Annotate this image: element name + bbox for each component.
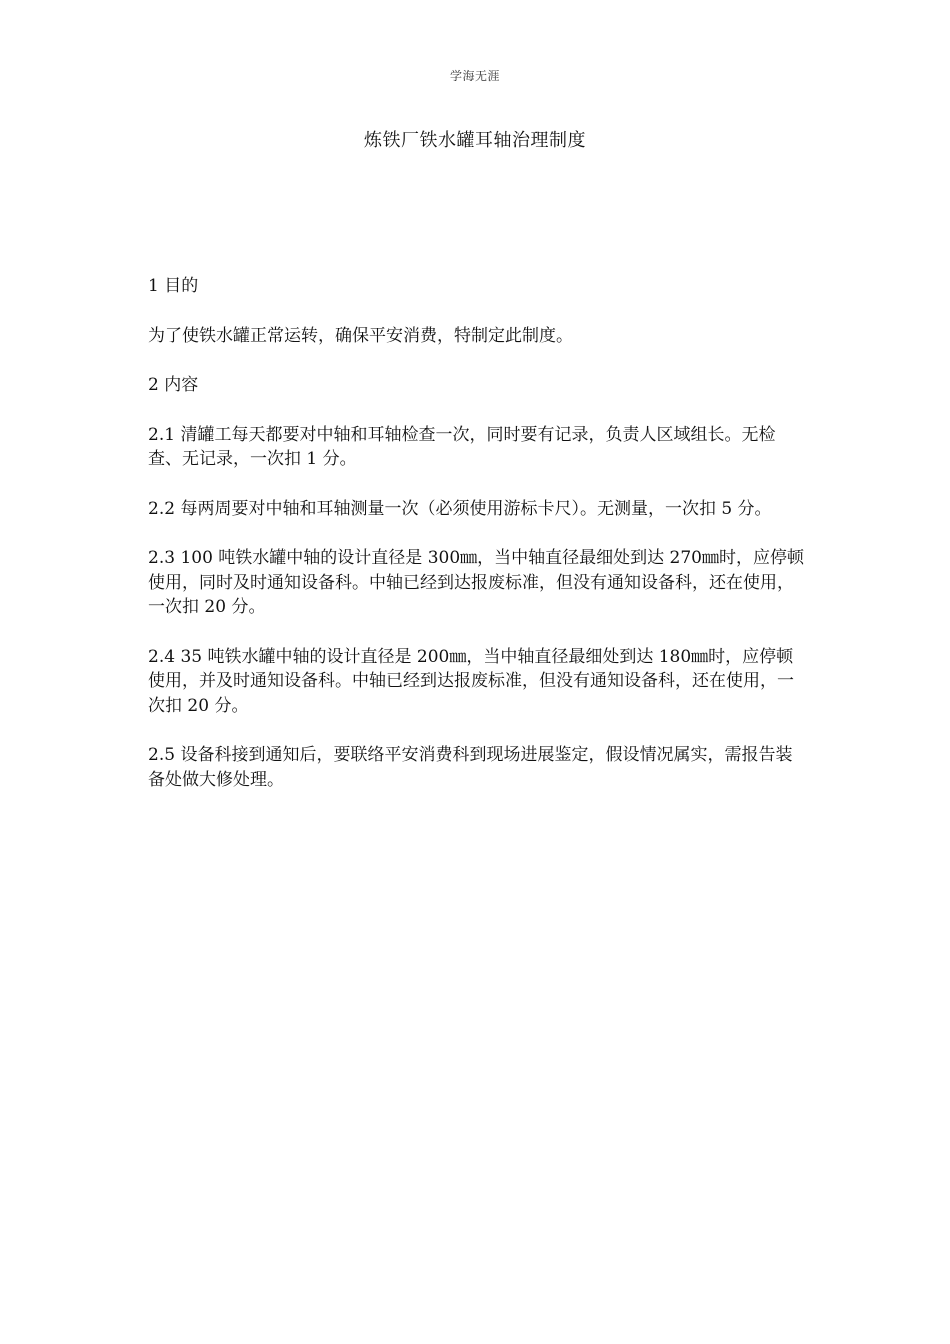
clause-2-2: 2.2 每两周要对中轴和耳轴测量一次（必须使用游标卡尺）。无测量，一次扣 5 分。 <box>148 498 772 519</box>
document-body <box>148 274 808 817</box>
clause-2-3: 2.3 100 吨铁水罐中轴的设计直径是 300㎜，当中轴直径最细处到达 270㎜时，应停顿使用，同时及时通知设备科。中轴已经到达报废标准，但没有通知设备科，还在使用，一次扣 20 分。 <box>148 548 804 617</box>
page-header: 学海无涯 <box>449 69 500 83</box>
clause-2-4: 2.4 35 吨铁水罐中轴的设计直径是 200㎜，当中轴直径最细处到达 180㎜时，应停顿使用，并及时通知设备科。中轴已经到达报废标准，但没有通知设备科，还在使用，一次扣 20 分。 <box>148 646 794 716</box>
section-heading-purpose: 1 目的 <box>148 276 199 296</box>
clause-2-1: 2.1 清罐工每天都要对中轴和耳轴检查一次，同时要有记录，负责人区域组长。无检查、无记录，一次扣 1 分。 <box>148 424 776 469</box>
document-title: 炼铁厂铁水罐耳轴治理制度 <box>364 130 586 151</box>
section-heading-content: 2 内容 <box>148 375 199 395</box>
purpose-paragraph: 为了使铁水罐正常运转，确保平安消费，特制定此制度。 <box>148 325 573 346</box>
clause-2-5: 2.5 设备科接到通知后，要联络平安消费科到现场进展鉴定，假设情况属实，需报告装备处做大修处理。 <box>148 745 793 790</box>
